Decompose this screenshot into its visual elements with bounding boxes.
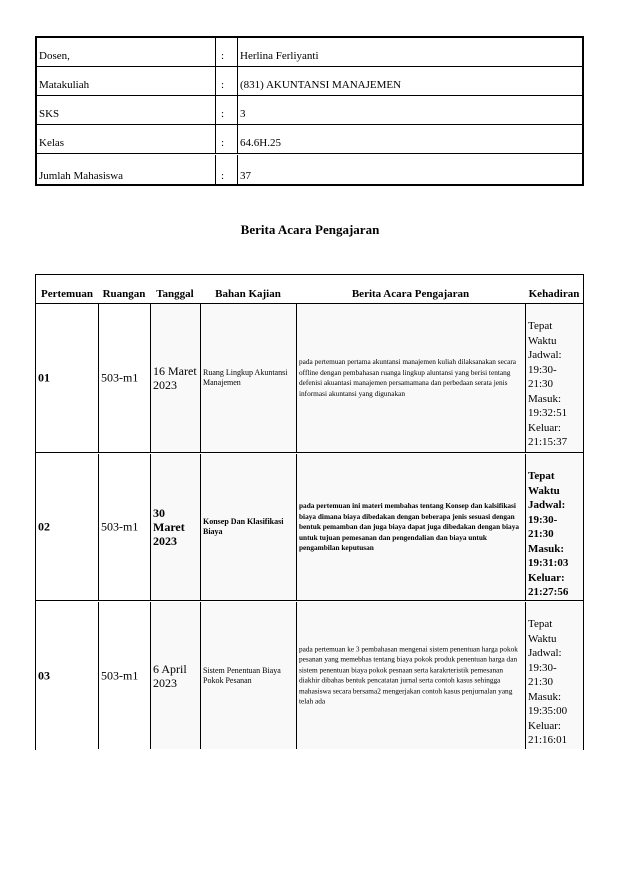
header-bahan-kajian: Bahan Kajian [215,288,281,300]
info-colon: : [221,170,225,182]
info-label: SKS [39,108,60,120]
kehadiran-value: Tepat Waktu Jadwal: 19:30- 21:30 Masuk: 19:31:03 Keluar: 21:27:56 [528,470,569,598]
berita-acara-value: pada pertemuan ini materi membahas tentang Konsep dan kalsifikasi biaya dimana biaya dibedakan dengan beberapa jenis sesuasi dengan bentuk pemamban dan juga biaya dapat juga dibedakan dengan biaya untuk tujuan pemesanan dan pengendalian dan biaya untuk pengambilan keputusan [299,500,519,552]
pertemuan-number: 02 [38,519,50,534]
info-row-sks [37,96,582,125]
info-label: Dosen, [39,50,70,62]
pertemuan-number: 03 [38,668,50,682]
info-value: (831) AKUNTANSI MANAJEMEN [240,79,402,91]
row-divider [36,600,583,601]
tanggal-value: 16 Maret 2023 [153,364,197,392]
info-label: Jumlah Mahasiswa [39,170,124,182]
ruangan-value: 503-m1 [101,370,139,385]
info-row-dosen [37,38,582,67]
info-value: 64.6H.25 [240,137,281,149]
header-berita-acara: Berita Acara Pengajaran [351,288,470,300]
kehadiran-value: Tepat Waktu Jadwal: 19:30- 21:30 Masuk: 19:32:51 Keluar: 21:15:37 [528,320,568,448]
header-pertemuan: Pertemuan [41,288,93,300]
info-colon: : [221,50,225,62]
teaching-record-table [35,274,584,750]
ruangan-value: 503-m1 [101,519,139,534]
berita-acara-value: pada pertemuan ke 3 pembahasan mengenai sistem penentuan harga pokok pesanan yang memebhas tentang biaya pokok produk penentuan harga dan sistem penentuan biaya pokok pesnaan serta karakrteristik pemesanan diakhir dibahas bentuk pencatatan jurnal serta contoh kasus sehingga mahasiswa secara bersama2 mengerjakan contoh kasus penjurnalan yang telah ada [299,644,518,706]
table-header [36,275,583,304]
info-label: Matakuliah [39,79,90,91]
header-tanggal: Tanggal [156,288,194,300]
bahan-kajian-value: Ruang Lingkup Akuntansi Manajemen [203,368,288,387]
tanggal-value: 6 April 2023 [153,661,187,690]
info-colon: : [221,137,225,149]
pertemuan-number: 01 [38,370,50,385]
course-info-table [35,36,584,186]
ruangan-value: 503-m1 [101,668,139,682]
kehadiran-value: Tepat Waktu Jadwal: 19:30- 21:30 Masuk: 19:35:00 Keluar: 21:16:01 [528,618,568,746]
header-kehadiran: Kehadiran [528,288,580,300]
bahan-kajian-value: Sistem Penentuan Biaya Pokok Pesanan [203,665,281,685]
table-row [36,454,583,600]
table-row [36,304,583,452]
info-value: 37 [240,170,251,182]
info-value: 3 [240,108,246,120]
table-row [36,602,583,749]
header-ruangan: Ruangan [102,288,146,300]
bahan-kajian-value: Konsep Dan Klasifikasi Biaya [203,517,284,536]
row-divider [36,452,583,453]
tanggal-value: 30 Maret 2023 [153,506,185,548]
page-title: Berita Acara Pengajaran [240,222,380,237]
info-row-matakuliah [37,67,582,96]
berita-acara-value: pada pertemuan pertama akuntansi manajemen kuliah dilaksanakan secara offline dengan pembahasan ruanga lingkup aluntansi yang berisi tentang defenisi akuantasi manajemen persamamana dan perbedaan serata jenis informasi akuntansi yang digunakan [299,357,516,398]
info-row-jumlah-mahasiswa [37,155,582,186]
info-colon: : [221,108,225,120]
info-label: Kelas [39,137,65,149]
info-value: Herlina Ferliyanti [240,50,319,62]
info-colon: : [221,79,225,91]
info-row-kelas [37,125,582,154]
